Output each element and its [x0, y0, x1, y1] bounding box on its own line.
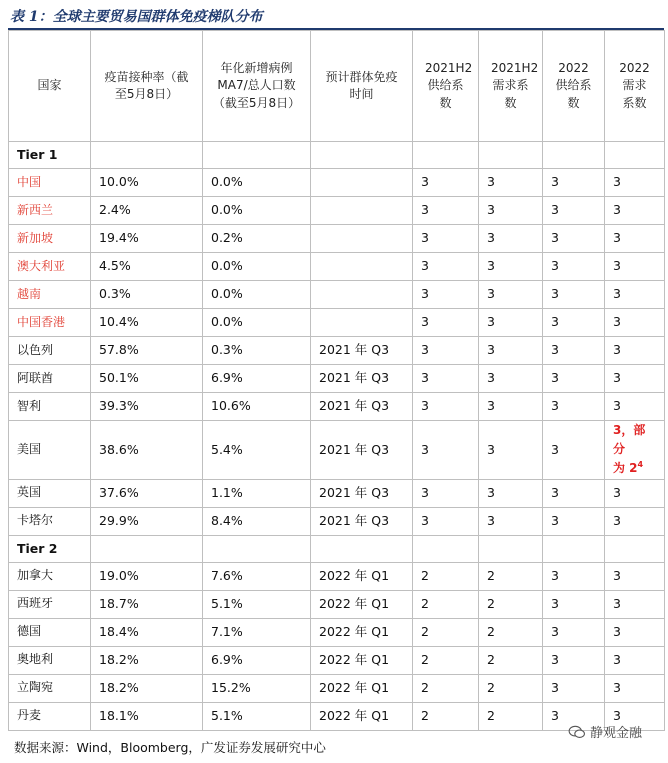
demand-2022-cell: 3	[605, 309, 665, 337]
country-cell: 英国	[9, 479, 91, 507]
supply-2022-cell: 3	[543, 393, 605, 421]
country-cell: 德国	[9, 618, 91, 646]
demand-2022-cell: 3	[605, 337, 665, 365]
demand-2022-cell: 3	[605, 646, 665, 674]
new-cases-ratio-cell: 8.4%	[203, 507, 311, 535]
supply-2021h2-cell: 3	[413, 507, 479, 535]
table-row	[9, 225, 665, 253]
vaccination-rate-cell: 10.0%	[91, 169, 203, 197]
table-row	[9, 590, 665, 618]
new-cases-ratio-cell: 7.6%	[203, 562, 311, 590]
demand-2022-cell: 3	[605, 674, 665, 702]
supply-2021h2-cell: 3	[413, 169, 479, 197]
new-cases-ratio-cell: 6.9%	[203, 646, 311, 674]
table-row	[9, 674, 665, 702]
supply-2021h2-cell: 3	[413, 365, 479, 393]
demand-2021h2-cell: 3	[479, 197, 543, 225]
demand-2021h2-cell: 3	[479, 479, 543, 507]
demand-2022-cell: 3	[605, 281, 665, 309]
vaccination-rate-cell: 18.1%	[91, 702, 203, 730]
tier-row	[9, 142, 665, 169]
demand-2021h2-cell: 2	[479, 562, 543, 590]
supply-2021h2-cell: 2	[413, 562, 479, 590]
country-cell: 中国	[9, 169, 91, 197]
empty-cell	[543, 535, 605, 562]
supply-2021h2-cell: 2	[413, 674, 479, 702]
header-vaccination-rate: 疫苗接种率（截至5月8日）	[91, 31, 203, 142]
supply-2022-cell: 3	[543, 169, 605, 197]
herd-immunity-time-cell: 2022 年 Q1	[311, 562, 413, 590]
tier-label: Tier 1	[9, 142, 91, 169]
table-row	[9, 309, 665, 337]
demand-2021h2-cell: 3	[479, 225, 543, 253]
herd-immunity-time-cell: 2021 年 Q3	[311, 365, 413, 393]
table-title: 表 1：全球主要贸易国群体免疫梯队分布	[10, 9, 263, 25]
supply-2022-cell: 3	[543, 590, 605, 618]
country-cell: 阿联酋	[9, 365, 91, 393]
header-row	[9, 31, 665, 142]
table-row	[9, 337, 665, 365]
herd-immunity-time-cell: 2021 年 Q3	[311, 421, 413, 480]
supply-2022-cell: 3	[543, 253, 605, 281]
herd-immunity-time-cell	[311, 309, 413, 337]
herd-immunity-time-cell	[311, 225, 413, 253]
supply-2021h2-cell: 3	[413, 479, 479, 507]
demand-2022-cell: 3	[605, 562, 665, 590]
empty-cell	[413, 142, 479, 169]
tier-label: Tier 2	[9, 535, 91, 562]
supply-2021h2-cell: 3	[413, 421, 479, 480]
herd-immunity-time-cell: 2022 年 Q1	[311, 646, 413, 674]
vaccination-rate-cell: 19.4%	[91, 225, 203, 253]
country-cell: 智利	[9, 393, 91, 421]
country-cell: 新西兰	[9, 197, 91, 225]
table-row	[9, 393, 665, 421]
header-herd-immunity-time: 预计群体免疫时间	[311, 31, 413, 142]
new-cases-ratio-cell: 0.0%	[203, 309, 311, 337]
empty-cell	[479, 142, 543, 169]
demand-2022-cell: 3	[605, 590, 665, 618]
new-cases-ratio-cell: 15.2%	[203, 674, 311, 702]
header-new-cases-ratio: 年化新增病例MA7/总人口数（截至5月8日）	[203, 31, 311, 142]
table-row	[9, 562, 665, 590]
supply-2021h2-cell: 3	[413, 197, 479, 225]
supply-2022-cell: 3	[543, 702, 605, 730]
new-cases-ratio-cell: 5.4%	[203, 421, 311, 480]
demand-2022-cell: 3	[605, 365, 665, 393]
demand-2022-cell: 3	[605, 197, 665, 225]
new-cases-ratio-cell: 10.6%	[203, 393, 311, 421]
supply-2021h2-cell: 3	[413, 225, 479, 253]
demand-2022-cell: 3	[605, 225, 665, 253]
table-row	[9, 618, 665, 646]
supply-2022-cell: 3	[543, 674, 605, 702]
table-row	[9, 421, 665, 480]
header-country: 国家	[9, 31, 91, 142]
supply-2022-cell: 3	[543, 225, 605, 253]
table-row	[9, 646, 665, 674]
supply-2021h2-cell: 2	[413, 646, 479, 674]
empty-cell	[311, 535, 413, 562]
vaccination-rate-cell: 18.2%	[91, 646, 203, 674]
tier-row	[9, 535, 665, 562]
demand-2021h2-cell: 3	[479, 337, 543, 365]
demand-2021h2-cell: 3	[479, 253, 543, 281]
herd-immunity-time-cell	[311, 253, 413, 281]
watermark	[568, 722, 642, 741]
header-2021h2-demand: 2021H2需求系数	[479, 31, 543, 142]
vaccination-rate-cell: 18.4%	[91, 618, 203, 646]
vaccination-rate-cell: 38.6%	[91, 421, 203, 480]
table-row	[9, 365, 665, 393]
empty-cell	[479, 535, 543, 562]
table-row	[9, 479, 665, 507]
supply-2022-cell: 3	[543, 479, 605, 507]
vaccination-rate-cell: 0.3%	[91, 281, 203, 309]
header-2022-supply: 2022供给系数	[543, 31, 605, 142]
empty-cell	[203, 535, 311, 562]
supply-2021h2-cell: 3	[413, 337, 479, 365]
demand-2021h2-cell: 3	[479, 309, 543, 337]
country-cell: 奥地利	[9, 646, 91, 674]
table-row	[9, 197, 665, 225]
demand-2022-cell: 3	[605, 169, 665, 197]
demand-2021h2-cell: 3	[479, 365, 543, 393]
us-note-line1: 3，部分	[613, 423, 646, 457]
new-cases-ratio-cell: 0.3%	[203, 337, 311, 365]
herd-immunity-time-cell	[311, 281, 413, 309]
herd-immunity-time-cell: 2022 年 Q1	[311, 590, 413, 618]
country-cell: 西班牙	[9, 590, 91, 618]
country-cell: 越南	[9, 281, 91, 309]
demand-2021h2-cell: 2	[479, 674, 543, 702]
herd-immunity-time-cell: 2022 年 Q1	[311, 618, 413, 646]
demand-2021h2-cell: 3	[479, 507, 543, 535]
supply-2022-cell: 3	[543, 507, 605, 535]
vaccination-rate-cell: 50.1%	[91, 365, 203, 393]
vaccination-rate-cell: 4.5%	[91, 253, 203, 281]
supply-2021h2-cell: 3	[413, 393, 479, 421]
demand-2021h2-cell: 3	[479, 393, 543, 421]
demand-2022-cell: 3	[605, 393, 665, 421]
country-cell: 卡塔尔	[9, 507, 91, 535]
supply-2021h2-cell: 2	[413, 590, 479, 618]
empty-cell	[543, 142, 605, 169]
new-cases-ratio-cell: 0.0%	[203, 169, 311, 197]
new-cases-ratio-cell: 7.1%	[203, 618, 311, 646]
vaccination-rate-cell: 10.4%	[91, 309, 203, 337]
demand-2022-cell: 3	[605, 702, 665, 730]
demand-2022-cell: 3	[605, 253, 665, 281]
empty-cell	[91, 142, 203, 169]
supply-2022-cell: 3	[543, 337, 605, 365]
table-row	[9, 281, 665, 309]
country-cell: 新加坡	[9, 225, 91, 253]
new-cases-ratio-cell: 5.1%	[203, 702, 311, 730]
table-row	[9, 253, 665, 281]
supply-2022-cell: 3	[543, 562, 605, 590]
supply-2022-cell: 3	[543, 365, 605, 393]
demand-2022-cell: 3	[605, 618, 665, 646]
empty-cell	[91, 535, 203, 562]
herd-immunity-time-cell: 2022 年 Q1	[311, 702, 413, 730]
country-cell: 加拿大	[9, 562, 91, 590]
herd-immunity-time-cell: 2022 年 Q1	[311, 674, 413, 702]
us-note-footnote: 4	[637, 460, 644, 470]
herd-immunity-time-cell: 2021 年 Q3	[311, 393, 413, 421]
country-cell: 美国	[9, 421, 91, 480]
supply-2022-cell: 3	[543, 309, 605, 337]
new-cases-ratio-cell: 5.1%	[203, 590, 311, 618]
herd-immunity-time-cell	[311, 169, 413, 197]
demand-2022-cell	[605, 421, 665, 480]
new-cases-ratio-cell: 0.2%	[203, 225, 311, 253]
header-2021h2-supply: 2021H2供给系数	[413, 31, 479, 142]
country-cell: 丹麦	[9, 702, 91, 730]
empty-cell	[311, 142, 413, 169]
demand-2021h2-cell: 3	[479, 169, 543, 197]
demand-2021h2-cell: 2	[479, 618, 543, 646]
demand-2021h2-cell: 3	[479, 421, 543, 480]
supply-2022-cell: 3	[543, 646, 605, 674]
source-note: 数据来源：Wind，Bloomberg，广发证券发展研究中心	[14, 740, 326, 755]
herd-immunity-time-cell: 2021 年 Q3	[311, 479, 413, 507]
supply-2021h2-cell: 3	[413, 253, 479, 281]
vaccination-rate-cell: 2.4%	[91, 197, 203, 225]
vaccination-rate-cell: 29.9%	[91, 507, 203, 535]
vaccination-rate-cell: 18.7%	[91, 590, 203, 618]
supply-2021h2-cell: 3	[413, 281, 479, 309]
table-row	[9, 169, 665, 197]
vaccination-rate-cell: 37.6%	[91, 479, 203, 507]
demand-2021h2-cell: 2	[479, 646, 543, 674]
header-2022-demand: 2022需求系数	[605, 31, 665, 142]
country-cell: 中国香港	[9, 309, 91, 337]
country-cell: 以色列	[9, 337, 91, 365]
vaccination-rate-cell: 57.8%	[91, 337, 203, 365]
watermark-text: 静观金融	[589, 726, 642, 741]
new-cases-ratio-cell: 0.0%	[203, 253, 311, 281]
wechat-icon	[568, 725, 586, 739]
vaccination-rate-cell: 18.2%	[91, 674, 203, 702]
country-cell: 立陶宛	[9, 674, 91, 702]
vaccination-rate-cell: 39.3%	[91, 393, 203, 421]
new-cases-ratio-cell: 1.1%	[203, 479, 311, 507]
table-row	[9, 702, 665, 730]
new-cases-ratio-cell: 6.9%	[203, 365, 311, 393]
us-note-line2: 为 2	[613, 461, 638, 476]
supply-2022-cell: 3	[543, 618, 605, 646]
supply-2022-cell: 3	[543, 197, 605, 225]
herd-immunity-time-cell: 2021 年 Q3	[311, 507, 413, 535]
supply-2022-cell: 3	[543, 421, 605, 480]
herd-immunity-time-cell: 2021 年 Q3	[311, 337, 413, 365]
herd-immunity-time-cell	[311, 197, 413, 225]
immunity-tier-table	[8, 30, 665, 731]
demand-2022-cell: 3	[605, 507, 665, 535]
demand-2021h2-cell: 2	[479, 702, 543, 730]
vaccination-rate-cell: 19.0%	[91, 562, 203, 590]
demand-2022-cell: 3	[605, 479, 665, 507]
demand-2021h2-cell: 2	[479, 590, 543, 618]
empty-cell	[605, 535, 665, 562]
country-cell: 澳大利亚	[9, 253, 91, 281]
empty-cell	[413, 535, 479, 562]
demand-2021h2-cell: 3	[479, 281, 543, 309]
supply-2021h2-cell: 2	[413, 618, 479, 646]
supply-2022-cell: 3	[543, 281, 605, 309]
supply-2021h2-cell: 2	[413, 702, 479, 730]
new-cases-ratio-cell: 0.0%	[203, 197, 311, 225]
empty-cell	[605, 142, 665, 169]
empty-cell	[203, 142, 311, 169]
supply-2021h2-cell: 3	[413, 309, 479, 337]
table-row	[9, 507, 665, 535]
new-cases-ratio-cell: 0.0%	[203, 281, 311, 309]
